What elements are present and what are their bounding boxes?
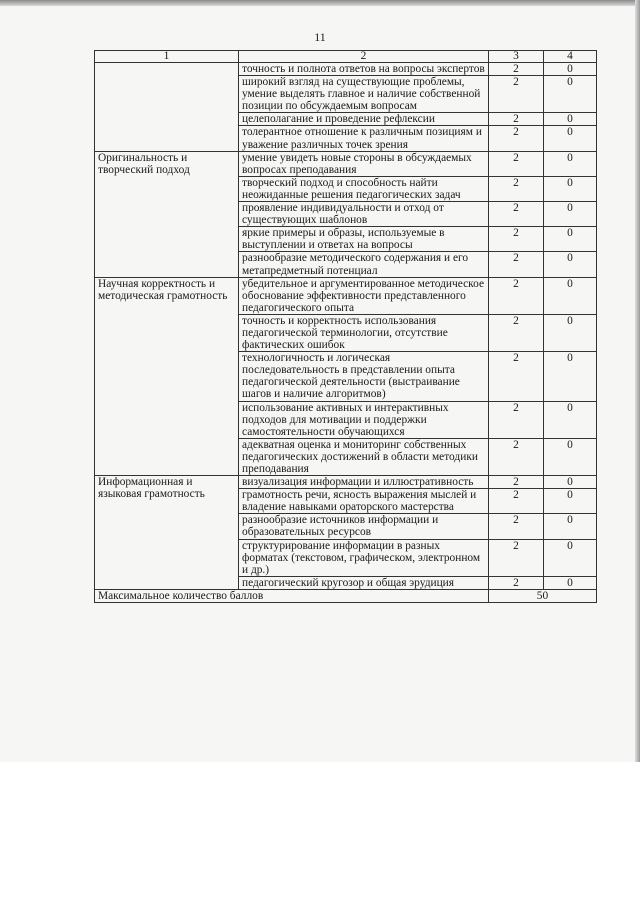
indicator-cell: точность и полнота ответов на вопросы экспертов [239, 63, 489, 76]
min-score-cell: 0 [544, 489, 597, 514]
indicator-cell: целеполагание и проведение рефлексии [239, 113, 489, 126]
total-value: 50 [489, 589, 597, 602]
min-score-cell: 0 [544, 252, 597, 277]
table-row [95, 63, 597, 76]
table-row [95, 151, 597, 176]
table-row [95, 277, 597, 314]
max-score-cell: 2 [489, 314, 544, 351]
max-score-cell: 2 [489, 227, 544, 252]
criterion-cell: Оригинальность и творческий подход [95, 151, 239, 277]
indicator-cell: структурирование информации в разных форматах (текстовом, графическом, электронном и др.) [239, 539, 489, 576]
header-col-4: 4 [544, 51, 597, 63]
min-score-cell: 0 [544, 576, 597, 589]
header-col-3: 3 [489, 51, 544, 63]
indicator-cell: творческий подход и способность найти неожиданные решения педагогических задач [239, 176, 489, 201]
min-score-cell: 0 [544, 151, 597, 176]
indicator-cell: использование активных и интерактивных подходов для мотивации и поддержки самостоятельности обучающихся [239, 401, 489, 438]
min-score-cell: 0 [544, 63, 597, 76]
max-score-cell: 2 [489, 176, 544, 201]
min-score-cell: 0 [544, 352, 597, 401]
max-score-cell: 2 [489, 352, 544, 401]
min-score-cell: 0 [544, 401, 597, 438]
max-score-cell: 2 [489, 202, 544, 227]
max-score-cell: 2 [489, 63, 544, 76]
header-col-2: 2 [239, 51, 489, 63]
indicator-cell: грамотность речи, ясность выражения мыслей и владение навыками ораторского мастерства [239, 489, 489, 514]
scan-right-shadow [635, 0, 640, 762]
max-score-cell: 2 [489, 476, 544, 489]
min-score-cell: 0 [544, 476, 597, 489]
total-row [95, 589, 597, 602]
criterion-cell [95, 63, 239, 152]
max-score-cell: 2 [489, 151, 544, 176]
min-score-cell: 0 [544, 227, 597, 252]
scan-top-shadow [0, 0, 640, 6]
indicator-cell: разнообразие источников информации и образовательных ресурсов [239, 514, 489, 539]
indicator-cell: убедительное и аргументированное методическое обоснование эффективности представленного педагогического опыта [239, 277, 489, 314]
min-score-cell: 0 [544, 277, 597, 314]
max-score-cell: 2 [489, 113, 544, 126]
criterion-cell: Информационная и языковая грамотность [95, 476, 239, 590]
min-score-cell: 0 [544, 514, 597, 539]
max-score-cell: 2 [489, 252, 544, 277]
indicator-cell: широкий взгляд на существующие проблемы, умение выделять главное и наличие собственной позиции по обсуждаемым вопросам [239, 76, 489, 113]
indicator-cell: адекватная оценка и мониторинг собственных педагогических достижений в области методики преподавания [239, 438, 489, 475]
indicator-cell: умение увидеть новые стороны в обсуждаемых вопросах преподавания [239, 151, 489, 176]
page-number: 11 [314, 30, 326, 44]
total-label: Максимальное количество баллов [95, 589, 489, 602]
indicator-cell: технологичность и логическая последовательность в представлении опыта педагогической деятельности (выстраивание шагов и наличие алгоритмов) [239, 352, 489, 401]
min-score-cell: 0 [544, 202, 597, 227]
max-score-cell: 2 [489, 126, 544, 151]
max-score-cell: 2 [489, 401, 544, 438]
min-score-cell: 0 [544, 314, 597, 351]
indicator-cell: визуализация информации и иллюстративность [239, 476, 489, 489]
indicator-cell: толерантное отношение к различным позициям и уважение различных точек зрения [239, 126, 489, 151]
table-row [95, 476, 597, 489]
criterion-cell: Научная корректность и методическая грамотность [95, 277, 239, 476]
max-score-cell: 2 [489, 489, 544, 514]
max-score-cell: 2 [489, 539, 544, 576]
min-score-cell: 0 [544, 539, 597, 576]
max-score-cell: 2 [489, 438, 544, 475]
indicator-cell: педагогический кругозор и общая эрудиция [239, 576, 489, 589]
min-score-cell: 0 [544, 76, 597, 113]
indicator-cell: проявление индивидуальности и отход от существующих шаблонов [239, 202, 489, 227]
indicator-cell: яркие примеры и образы, используемые в выступлении и ответах на вопросы [239, 227, 489, 252]
max-score-cell: 2 [489, 514, 544, 539]
min-score-cell: 0 [544, 438, 597, 475]
indicator-cell: точность и корректность использования педагогической терминологии, отсутствие фактических ошибок [239, 314, 489, 351]
max-score-cell: 2 [489, 576, 544, 589]
min-score-cell: 0 [544, 113, 597, 126]
assessment-table [94, 50, 597, 603]
max-score-cell: 2 [489, 76, 544, 113]
min-score-cell: 0 [544, 176, 597, 201]
max-score-cell: 2 [489, 277, 544, 314]
header-col-1: 1 [95, 51, 239, 63]
header-row [95, 51, 597, 63]
indicator-cell: разнообразие методического содержания и его метапредметный потенциал [239, 252, 489, 277]
min-score-cell: 0 [544, 126, 597, 151]
